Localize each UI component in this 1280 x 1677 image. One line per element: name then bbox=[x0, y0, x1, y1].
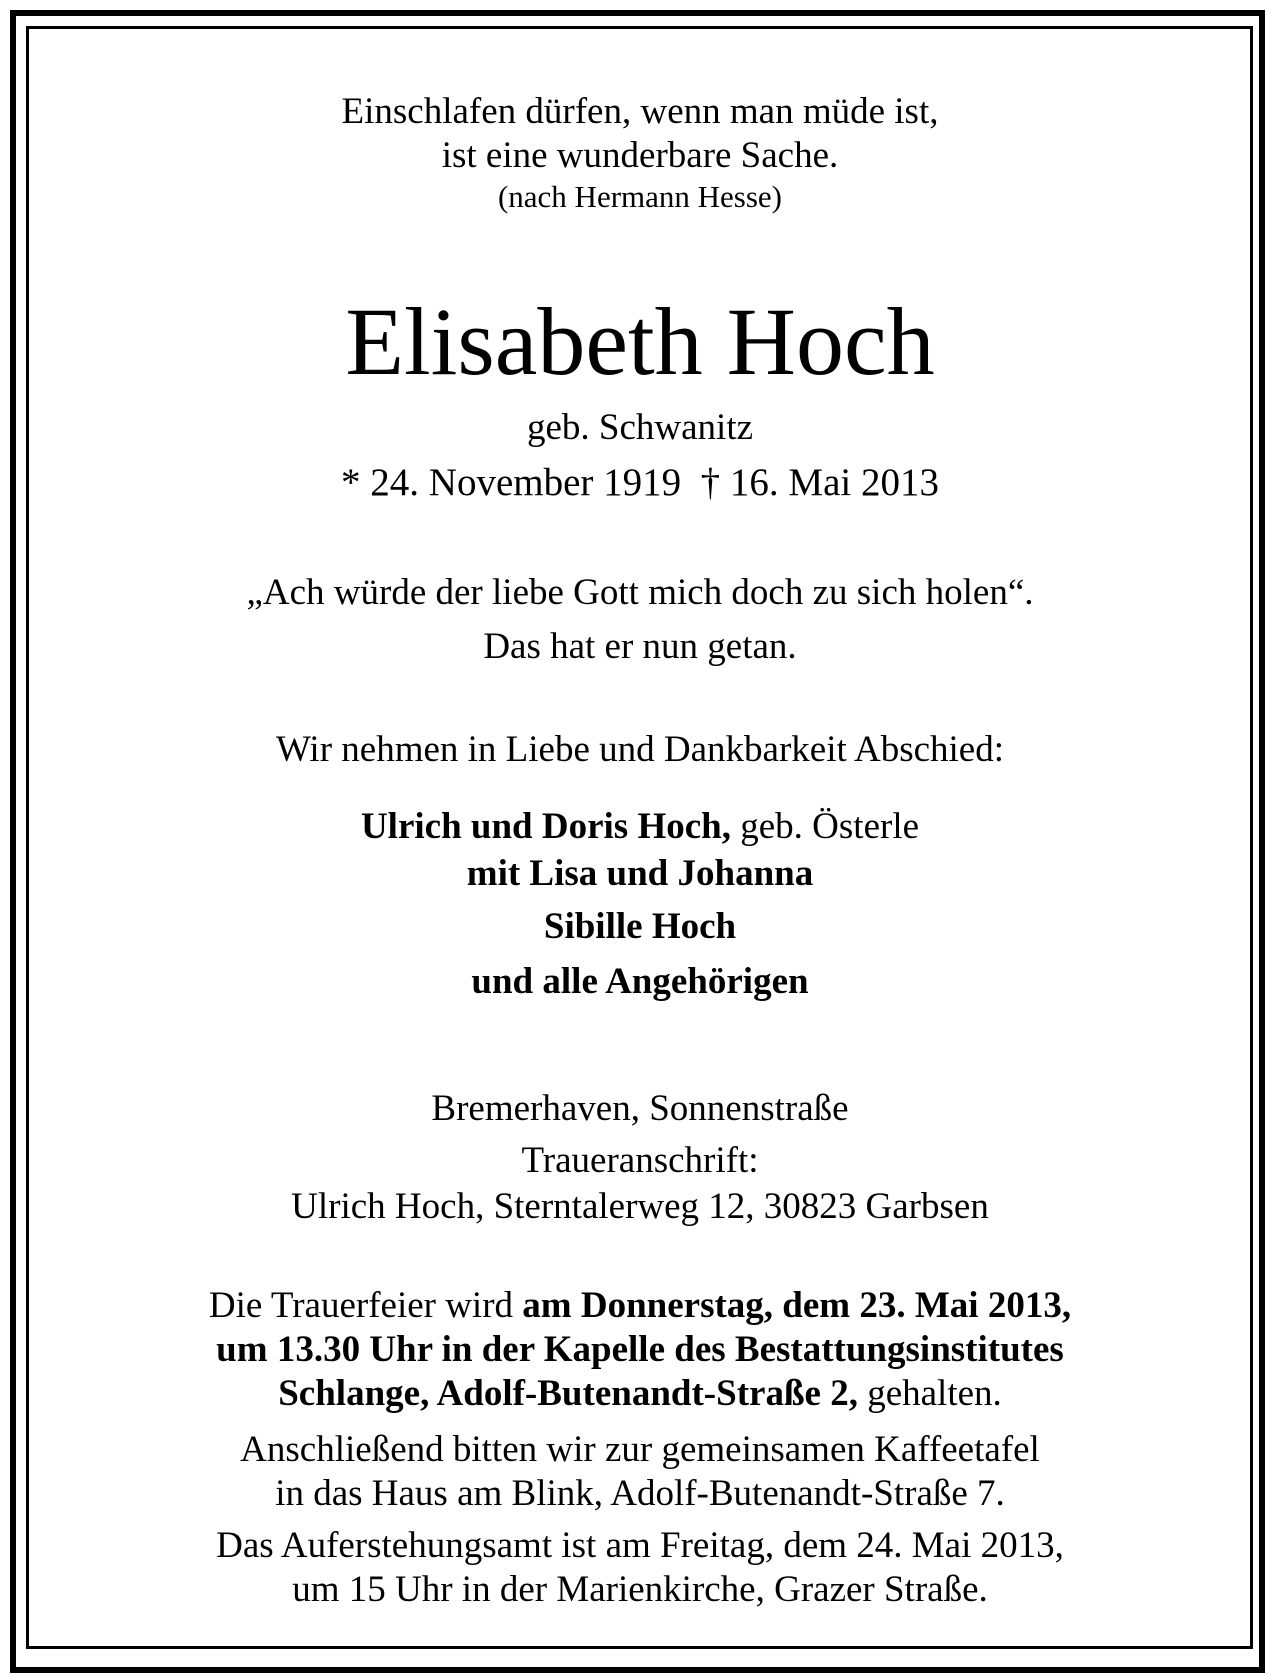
mourner-line-3 bbox=[30, 898, 1250, 956]
service-held: gehalten. bbox=[857, 1373, 1002, 1414]
address-block bbox=[30, 1080, 1250, 1230]
motto-source: (nach Hermann Hesse) bbox=[497, 179, 783, 214]
service-line-2 bbox=[30, 1328, 1250, 1372]
service-line-1 bbox=[30, 1284, 1250, 1328]
mass-line-2: um 15 Uhr in der Marienkirche, Grazer Straße. bbox=[292, 1569, 988, 1610]
life-dates-row bbox=[30, 460, 1250, 506]
coffee-block bbox=[30, 1428, 1250, 1516]
deceased-block bbox=[30, 288, 1250, 395]
mass-line-1: Das Auferstehungsamt ist am Freitag, dem 24. Mai 2013, bbox=[216, 1525, 1064, 1566]
motto-line-2: ist eine wunderbare Sache. bbox=[441, 135, 839, 176]
birth-name: geb. Schwanitz bbox=[526, 407, 754, 448]
mourners-block bbox=[30, 804, 1250, 1008]
mourning-address-label: Traueranschrift: bbox=[521, 1140, 759, 1181]
service-block bbox=[30, 1284, 1250, 1416]
quote-line-2: Das hat er nun getan. bbox=[483, 626, 797, 667]
service-line-3 bbox=[30, 1372, 1250, 1416]
mass-block bbox=[30, 1524, 1250, 1612]
mourner-birth-name: geb. Österle bbox=[731, 806, 920, 847]
mourner-sibling: Sibille Hoch bbox=[543, 906, 737, 947]
service-intro: Die Trauerfeier wird bbox=[208, 1285, 523, 1326]
place-line: Bremerhaven, Sonnenstraße bbox=[431, 1088, 849, 1129]
motto-line-1: Einschlafen dürfen, wenn man müde ist, bbox=[341, 91, 939, 132]
life-dates: * 24. November 1919 † 16. Mai 2013 bbox=[341, 461, 939, 504]
mourner-relatives: und alle Angehörigen bbox=[471, 961, 809, 1002]
motto-block bbox=[30, 90, 1250, 216]
coffee-line-2: in das Haus am Blink, Adolf-Butenandt-Straße 7. bbox=[275, 1473, 1005, 1514]
service-time-location: um 13.30 Uhr in der Kapelle des Bestattungsinstitutes bbox=[216, 1329, 1064, 1370]
service-address: Schlange, Adolf-Butenandt-Straße 2, bbox=[278, 1373, 858, 1414]
mourner-line-4 bbox=[30, 956, 1250, 1008]
deceased-name: Elisabeth Hoch bbox=[345, 288, 935, 395]
farewell-block bbox=[30, 726, 1250, 774]
deceased-details bbox=[30, 406, 1250, 450]
coffee-line-1: Anschließend bitten wir zur gemeinsamen Kaffeetafel bbox=[240, 1429, 1040, 1470]
mourner-names: Ulrich und Doris Hoch, bbox=[360, 806, 731, 847]
mourner-line-1 bbox=[30, 804, 1250, 850]
farewell-intro: Wir nehmen in Liebe und Dankbarkeit Abschied: bbox=[275, 729, 1005, 770]
mourner-line-2 bbox=[30, 850, 1250, 898]
quote-line-1: „Ach würde der liebe Gott mich doch zu sich holen“. bbox=[246, 572, 1034, 613]
mourner-children: mit Lisa und Johanna bbox=[466, 853, 814, 894]
mourning-address: Ulrich Hoch, Sterntalerweg 12, 30823 Garbsen bbox=[291, 1186, 989, 1227]
service-date: am Donnerstag, dem 23. Mai 2013, bbox=[522, 1285, 1072, 1326]
quote-block bbox=[30, 566, 1250, 674]
